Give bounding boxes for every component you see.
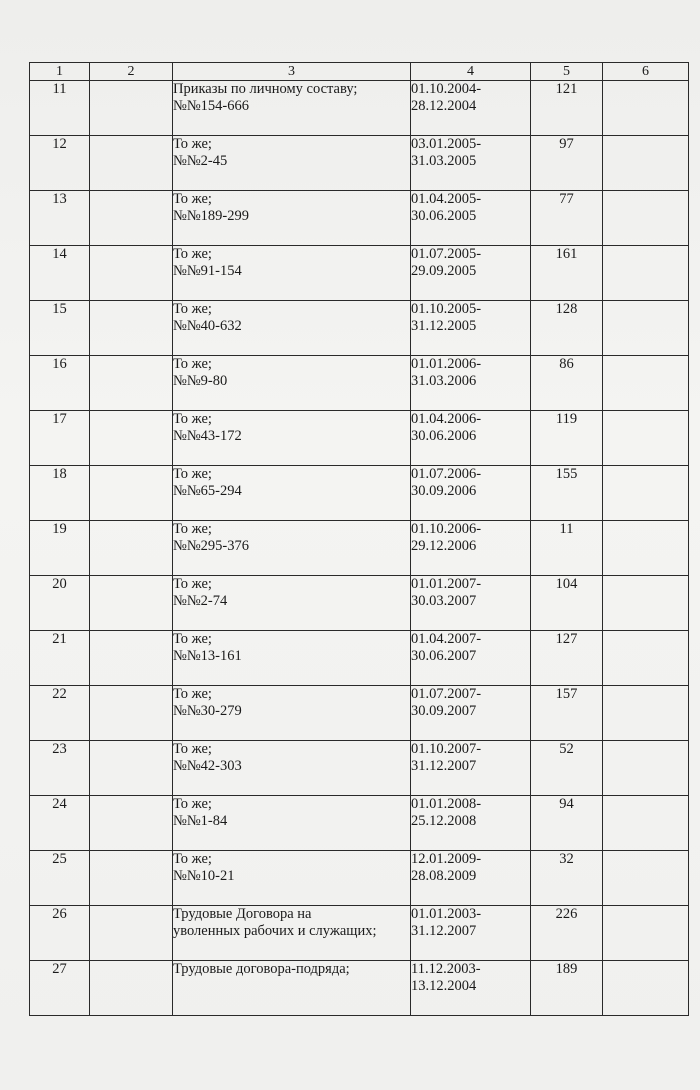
item-title-line-2: №№9-80	[173, 373, 228, 389]
item-title-cell	[173, 631, 411, 686]
item-title-line-1: То же;	[173, 356, 212, 372]
table-row	[30, 191, 689, 246]
item-title-cell	[173, 576, 411, 631]
index-cell	[90, 246, 173, 301]
table-row	[30, 686, 689, 741]
notes-cell	[603, 961, 689, 1016]
item-date-end: 31.12.2007	[411, 923, 477, 939]
item-dates-cell	[411, 631, 531, 686]
column-number-4: 4	[411, 63, 531, 81]
index-cell	[90, 356, 173, 411]
item-title-cell	[173, 521, 411, 576]
table-row	[30, 631, 689, 686]
item-date-start: 01.10.2006-	[411, 521, 482, 537]
item-date-end: 30.06.2006	[411, 428, 477, 444]
notes-cell	[603, 576, 689, 631]
item-dates-cell	[411, 191, 531, 246]
item-title-line-2: №№65-294	[173, 483, 242, 499]
item-title-line-1: То же;	[173, 136, 212, 152]
item-title-line-2: №№189-299	[173, 208, 249, 224]
item-number: 23	[30, 741, 90, 796]
sheet-count: 127	[531, 631, 603, 686]
notes-cell	[603, 246, 689, 301]
index-cell	[90, 851, 173, 906]
item-title-line-1: Приказы по личному составу;	[173, 81, 358, 97]
item-title-cell	[173, 686, 411, 741]
sheet-count: 94	[531, 796, 603, 851]
item-date-end: 30.06.2005	[411, 208, 477, 224]
register-body	[30, 81, 689, 1016]
item-date-end: 31.12.2007	[411, 758, 477, 774]
index-cell	[90, 191, 173, 246]
item-date-end: 29.12.2006	[411, 538, 477, 554]
item-date-end: 31.12.2005	[411, 318, 477, 334]
item-number: 14	[30, 246, 90, 301]
notes-cell	[603, 191, 689, 246]
item-title-cell	[173, 246, 411, 301]
item-number: 24	[30, 796, 90, 851]
index-cell	[90, 961, 173, 1016]
item-title-line-2: №№42-303	[173, 758, 242, 774]
index-cell	[90, 301, 173, 356]
sheet-count: 189	[531, 961, 603, 1016]
item-dates-cell	[411, 466, 531, 521]
index-cell	[90, 686, 173, 741]
item-title-line-1: То же;	[173, 191, 212, 207]
item-number: 26	[30, 906, 90, 961]
sheet-count: 119	[531, 411, 603, 466]
item-number: 25	[30, 851, 90, 906]
item-title-line-1: То же;	[173, 631, 212, 647]
item-title-cell	[173, 851, 411, 906]
table-row	[30, 796, 689, 851]
column-number-row	[30, 63, 689, 81]
item-date-start: 01.07.2005-	[411, 246, 482, 262]
index-cell	[90, 81, 173, 136]
table-row	[30, 906, 689, 961]
index-cell	[90, 136, 173, 191]
item-date-start: 01.07.2007-	[411, 686, 482, 702]
item-title-line-1: То же;	[173, 466, 212, 482]
item-dates-cell	[411, 81, 531, 136]
notes-cell	[603, 906, 689, 961]
item-title-cell	[173, 356, 411, 411]
item-dates-cell	[411, 301, 531, 356]
item-date-end: 28.12.2004	[411, 98, 477, 114]
table-row	[30, 301, 689, 356]
sheet-count: 52	[531, 741, 603, 796]
item-title-line-2: №№1-84	[173, 813, 228, 829]
index-cell	[90, 466, 173, 521]
sheet-count: 155	[531, 466, 603, 521]
table-row	[30, 576, 689, 631]
item-number: 13	[30, 191, 90, 246]
item-title-line-2: №№30-279	[173, 703, 242, 719]
column-number-2: 2	[90, 63, 173, 81]
item-date-start: 01.01.2006-	[411, 356, 482, 372]
item-dates-cell	[411, 906, 531, 961]
item-number: 22	[30, 686, 90, 741]
item-dates-cell	[411, 136, 531, 191]
table-row	[30, 136, 689, 191]
notes-cell	[603, 466, 689, 521]
sheet-count: 157	[531, 686, 603, 741]
item-title-line-1: То же;	[173, 741, 212, 757]
sheet-count: 11	[531, 521, 603, 576]
table-row	[30, 246, 689, 301]
item-number: 18	[30, 466, 90, 521]
item-date-start: 01.10.2005-	[411, 301, 482, 317]
item-date-start: 01.01.2007-	[411, 576, 482, 592]
item-date-start: 01.10.2007-	[411, 741, 482, 757]
item-date-end: 13.12.2004	[411, 978, 477, 994]
item-date-end: 29.09.2005	[411, 263, 477, 279]
sheet-count: 226	[531, 906, 603, 961]
item-title-cell	[173, 136, 411, 191]
item-dates-cell	[411, 576, 531, 631]
table-row	[30, 851, 689, 906]
index-cell	[90, 576, 173, 631]
notes-cell	[603, 851, 689, 906]
item-title-line-1: То же;	[173, 686, 212, 702]
column-number-1: 1	[30, 63, 90, 81]
table-row	[30, 356, 689, 411]
notes-cell	[603, 741, 689, 796]
item-title-line-2: №№295-376	[173, 538, 249, 554]
column-number-5: 5	[531, 63, 603, 81]
item-title-cell	[173, 796, 411, 851]
item-title-line-2: №№2-45	[173, 153, 228, 169]
notes-cell	[603, 796, 689, 851]
sheet-count: 128	[531, 301, 603, 356]
notes-cell	[603, 136, 689, 191]
item-date-end: 30.09.2007	[411, 703, 477, 719]
item-title-cell	[173, 961, 411, 1016]
item-date-end: 30.06.2007	[411, 648, 477, 664]
notes-cell	[603, 411, 689, 466]
item-date-start: 03.01.2005-	[411, 136, 482, 152]
item-number: 27	[30, 961, 90, 1016]
item-dates-cell	[411, 851, 531, 906]
item-number: 19	[30, 521, 90, 576]
item-dates-cell	[411, 356, 531, 411]
index-cell	[90, 631, 173, 686]
item-number: 21	[30, 631, 90, 686]
item-dates-cell	[411, 796, 531, 851]
column-number-6: 6	[603, 63, 689, 81]
notes-cell	[603, 356, 689, 411]
item-title-line-1: То же;	[173, 796, 212, 812]
item-title-line-1: То же;	[173, 246, 212, 262]
item-title-line-1: То же;	[173, 411, 212, 427]
item-date-start: 01.04.2006-	[411, 411, 482, 427]
index-cell	[90, 741, 173, 796]
sheet-count: 121	[531, 81, 603, 136]
item-title-cell	[173, 191, 411, 246]
item-title-cell	[173, 81, 411, 136]
archive-register-table	[29, 62, 689, 1016]
item-dates-cell	[411, 411, 531, 466]
index-cell	[90, 411, 173, 466]
item-title-line-2: №№91-154	[173, 263, 242, 279]
table-row	[30, 466, 689, 521]
table-row	[30, 961, 689, 1016]
notes-cell	[603, 81, 689, 136]
sheet-count: 77	[531, 191, 603, 246]
item-title-line-2: №№10-21	[173, 868, 235, 884]
item-title-cell	[173, 301, 411, 356]
item-title-line-1: Трудовые Договора на	[173, 906, 312, 922]
item-title-line-2: №№13-161	[173, 648, 242, 664]
index-cell	[90, 906, 173, 961]
table-row	[30, 81, 689, 136]
index-cell	[90, 796, 173, 851]
item-title-line-1: Трудовые договора-подряда;	[173, 961, 350, 977]
sheet-count: 104	[531, 576, 603, 631]
item-number: 20	[30, 576, 90, 631]
item-title-line-1: То же;	[173, 301, 212, 317]
item-title-line-2: уволенных рабочих и служащих;	[173, 923, 377, 939]
item-number: 16	[30, 356, 90, 411]
notes-cell	[603, 301, 689, 356]
item-title-line-2: №№43-172	[173, 428, 242, 444]
item-dates-cell	[411, 961, 531, 1016]
sheet-count: 86	[531, 356, 603, 411]
item-dates-cell	[411, 686, 531, 741]
item-date-start: 12.01.2009-	[411, 851, 482, 867]
item-date-start: 01.01.2008-	[411, 796, 482, 812]
item-date-start: 01.01.2003-	[411, 906, 482, 922]
item-date-end: 31.03.2006	[411, 373, 477, 389]
item-date-start: 11.12.2003-	[411, 961, 481, 977]
column-number-3: 3	[173, 63, 411, 81]
item-title-cell	[173, 906, 411, 961]
item-dates-cell	[411, 521, 531, 576]
table-row	[30, 411, 689, 466]
item-title-cell	[173, 741, 411, 796]
item-date-end: 30.03.2007	[411, 593, 477, 609]
item-number: 11	[30, 81, 90, 136]
item-date-end: 28.08.2009	[411, 868, 477, 884]
sheet-count: 161	[531, 246, 603, 301]
item-date-end: 30.09.2006	[411, 483, 477, 499]
item-title-cell	[173, 411, 411, 466]
item-title-line-2: №№154-666	[173, 98, 249, 114]
item-date-start: 01.07.2006-	[411, 466, 482, 482]
table-row	[30, 521, 689, 576]
sheet-count: 32	[531, 851, 603, 906]
notes-cell	[603, 631, 689, 686]
item-title-line-1: То же;	[173, 576, 212, 592]
item-title-line-2: №№2-74	[173, 593, 228, 609]
item-date-start: 01.04.2007-	[411, 631, 482, 647]
sheet-count: 97	[531, 136, 603, 191]
item-date-start: 01.10.2004-	[411, 81, 482, 97]
item-title-line-1: То же;	[173, 521, 212, 537]
item-date-end: 25.12.2008	[411, 813, 477, 829]
item-dates-cell	[411, 741, 531, 796]
item-number: 17	[30, 411, 90, 466]
index-cell	[90, 521, 173, 576]
item-title-line-2: №№40-632	[173, 318, 242, 334]
notes-cell	[603, 521, 689, 576]
item-date-start: 01.04.2005-	[411, 191, 482, 207]
item-number: 12	[30, 136, 90, 191]
table-row	[30, 741, 689, 796]
item-dates-cell	[411, 246, 531, 301]
item-number: 15	[30, 301, 90, 356]
item-date-end: 31.03.2005	[411, 153, 477, 169]
item-title-cell	[173, 466, 411, 521]
item-title-line-1: То же;	[173, 851, 212, 867]
notes-cell	[603, 686, 689, 741]
